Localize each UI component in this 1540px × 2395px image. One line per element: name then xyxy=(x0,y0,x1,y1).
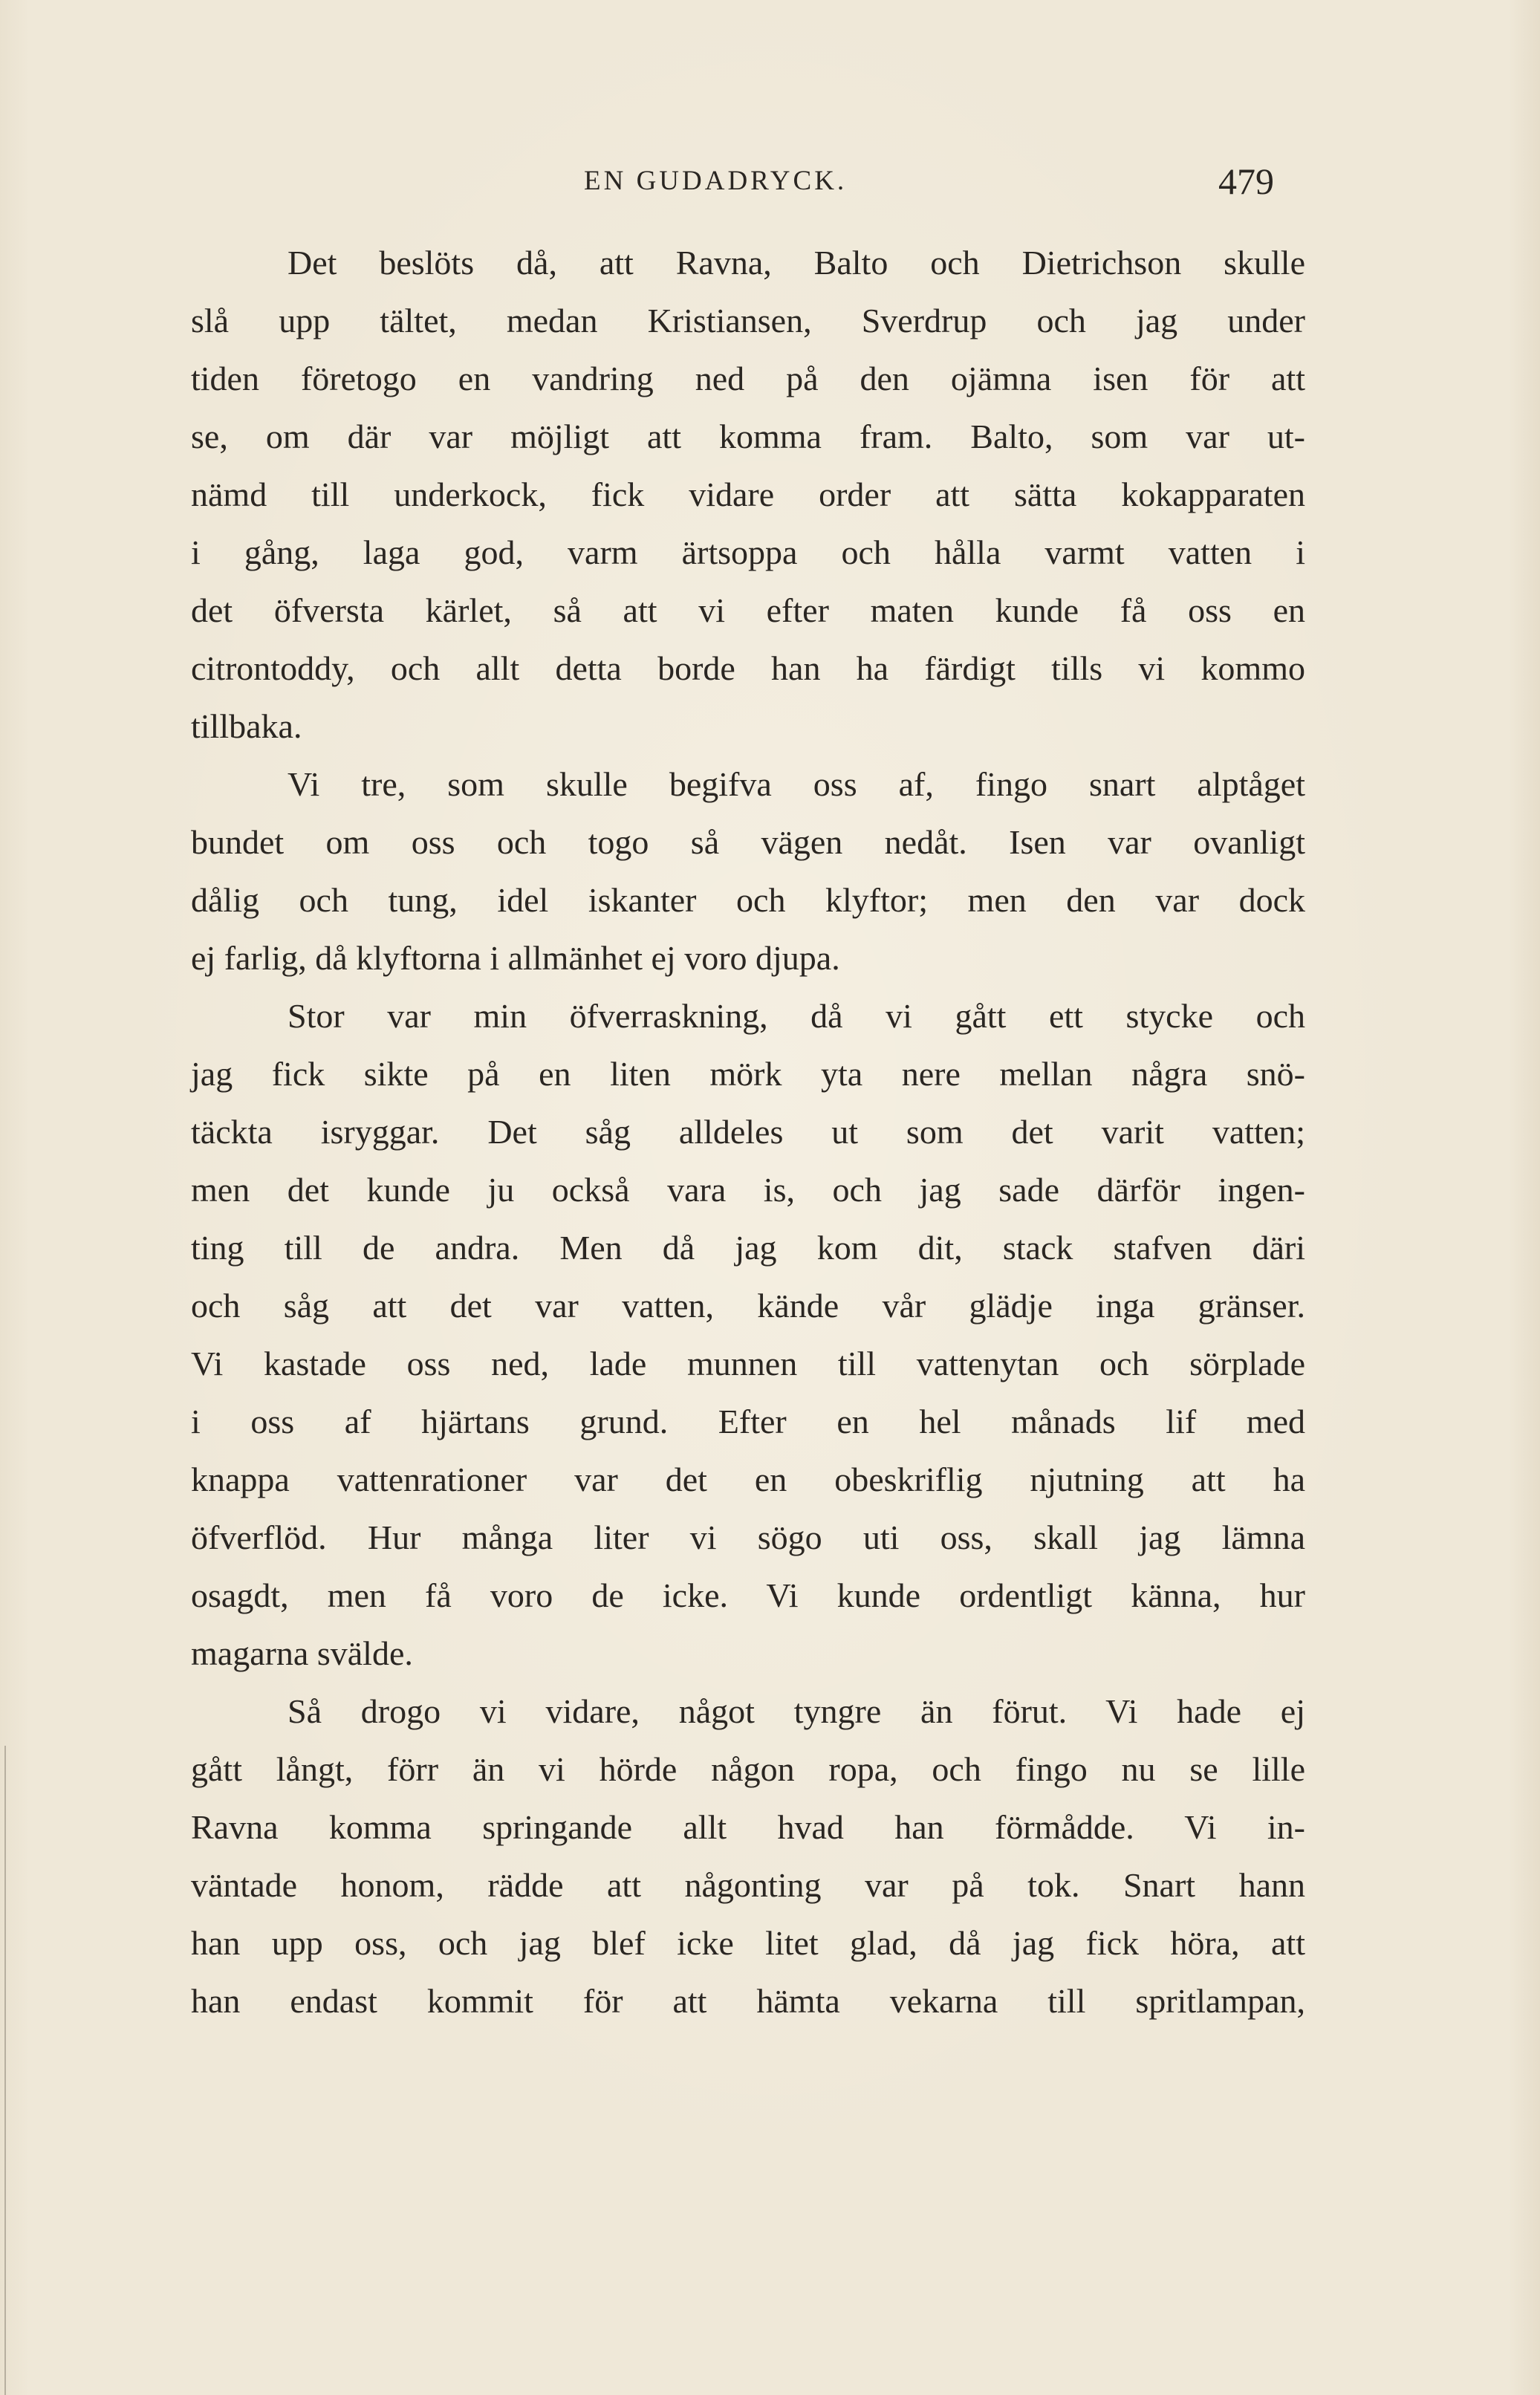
text-line: täckta isryggar. Det såg alldeles ut som det varit vatten; xyxy=(191,1113,1305,1151)
text-line: jag fick sikte på en liten mörk yta nere mellan några snö- xyxy=(191,1055,1305,1093)
text-line: Vi kastade oss ned, lade munnen till vattenytan och sörplade xyxy=(191,1345,1305,1382)
text-line: han endast kommit för att hämta vekarna till spritlampan, xyxy=(191,1982,1305,2020)
text-line: men det kunde ju också vara is, och jag sade därför ingen- xyxy=(191,1171,1305,1209)
text-line: citrontoddy, och allt detta borde han ha färdigt tills vi kommo xyxy=(191,649,1305,687)
text-line: Stor var min öfverraskning, då vi gått ett stycke och xyxy=(287,997,1305,1035)
text-line: knappa vattenrationer var det en obeskriflig njutning att ha xyxy=(191,1460,1305,1498)
text-line: Ravna komma springande allt hvad han förmådde. Vi in- xyxy=(191,1808,1305,1846)
page-number: 479 xyxy=(1218,160,1274,202)
page-edge-line xyxy=(4,1746,6,2395)
text-line: Vi tre, som skulle begifva oss af, fingo snart alptåget xyxy=(287,765,1305,803)
text-line: ting till de andra. Men då jag kom dit, stack stafven däri xyxy=(191,1229,1305,1267)
text-line: tillbaka. xyxy=(191,707,302,745)
text-line: i gång, laga god, varm ärtsoppa och hålla varmt vatten i xyxy=(191,533,1305,571)
text-line: Det beslöts då, att Ravna, Balto och Dietrichson skulle xyxy=(287,244,1305,282)
text-line: tiden företogo en vandring ned på den ojämna isen för att xyxy=(191,360,1305,397)
text-line: väntade honom, rädde att någonting var på tok. Snart hann xyxy=(191,1866,1305,1904)
text-line: bundet om oss och togo så vägen nedåt. Isen var ovanligt xyxy=(191,823,1305,861)
text-line: osagdt, men få voro de icke. Vi kunde ordentligt känna, hur xyxy=(191,1576,1305,1614)
text-line: slå upp tältet, medan Kristiansen, Sverdrup och jag under xyxy=(191,302,1305,339)
text-line: det öfversta kärlet, så att vi efter maten kunde få oss en xyxy=(191,591,1305,629)
chapter-title: EN GUDADRYCK. xyxy=(584,166,848,196)
text-line: dålig och tung, idel iskanter och klyftor; men den var dock xyxy=(191,881,1305,919)
text-line: magarna svälde. xyxy=(191,1634,413,1672)
text-line: öfverflöd. Hur många liter vi sögo uti oss, skall jag lämna xyxy=(191,1518,1305,1556)
running-head xyxy=(0,159,1540,204)
text-line: i oss af hjärtans grund. Efter en hel månads lif med xyxy=(191,1403,1305,1440)
text-line: och såg att det var vatten, kände vår glädje inga gränser. xyxy=(191,1287,1305,1325)
text-line: han upp oss, och jag blef icke litet glad, då jag fick höra, att xyxy=(191,1924,1305,1962)
text-line: gått långt, förr än vi hörde någon ropa, och fingo nu se lille xyxy=(191,1750,1305,1788)
text-line: Så drogo vi vidare, något tyngre än förut. Vi hade ej xyxy=(287,1692,1305,1730)
text-line: se, om där var möjligt att komma fram. Balto, som var ut- xyxy=(191,417,1305,455)
body-text xyxy=(191,234,1305,2030)
text-line: nämd till underkock, fick vidare order att sätta kokapparaten xyxy=(191,475,1305,513)
text-line: ej farlig, då klyftorna i allmänhet ej voro djupa. xyxy=(191,939,840,977)
